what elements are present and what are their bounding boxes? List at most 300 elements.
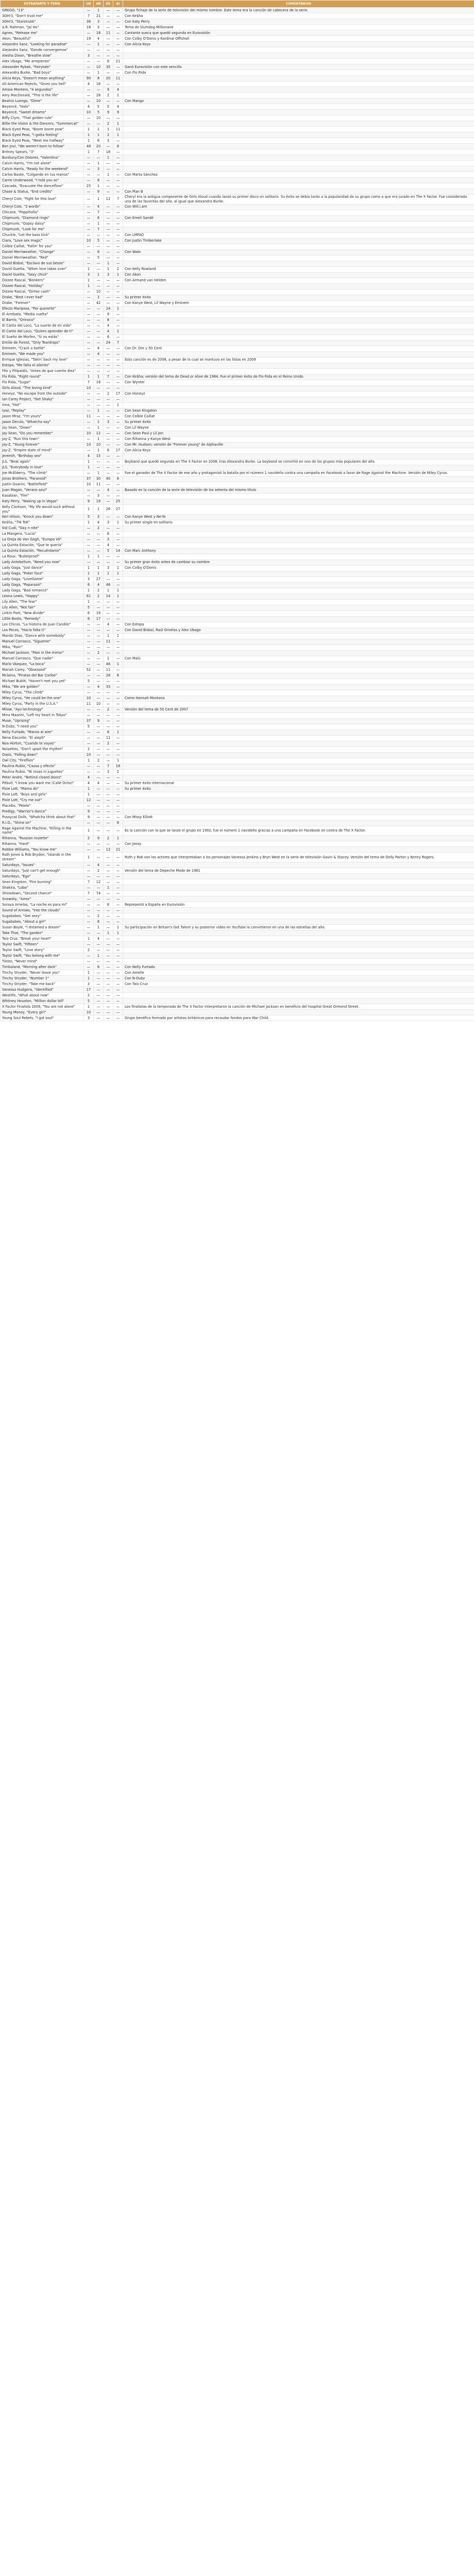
ai-cell: — — [113, 487, 123, 493]
artist-song-cell: Juan Magán, "Verano azul" — [1, 487, 84, 493]
artist-song-cell: Lady Antebellum, "Need you now" — [1, 560, 84, 565]
ar-cell: 27 — [94, 577, 104, 582]
comments-cell — [123, 803, 474, 809]
artist-song-cell: Milow, "Ayo technology" — [1, 707, 84, 713]
uk-cell: — — [84, 639, 94, 645]
es-cell: — — [104, 690, 113, 696]
ai-cell: — — [113, 809, 123, 815]
comments-cell — [123, 93, 474, 98]
comments-cell — [123, 667, 474, 673]
ai-cell: — — [113, 798, 123, 803]
ai-cell: — — [113, 115, 123, 121]
table-row — [1, 42, 474, 47]
uk-cell: — — [84, 121, 94, 127]
artist-song-cell: Susan Boyle, "I dreamed a dream" — [1, 925, 84, 930]
table-row — [1, 289, 474, 295]
table-row — [1, 696, 474, 701]
ai-cell: — — [113, 414, 123, 419]
ar-cell: 1 — [94, 183, 104, 189]
comments-cell: Con Flo Rida — [123, 70, 474, 76]
artist-song-cell: El Canto del Loco, "Quiero aprender de ti" — [1, 329, 84, 334]
ar-cell: — — [94, 815, 104, 820]
uk-cell: — — [84, 210, 94, 215]
artist-song-cell: Miley Cyrus, "Party in the U.S.A." — [1, 701, 84, 707]
ar-cell: — — [94, 798, 104, 803]
table-row — [1, 340, 474, 346]
uk-cell: 5 — [84, 724, 94, 730]
artist-song-cell: Chuckie, "Let the bass kick" — [1, 232, 84, 238]
ar-cell: — — [94, 747, 104, 752]
comments-cell: Con Emeli Sandé — [123, 215, 474, 221]
es-cell: — — [104, 874, 113, 879]
ai-cell: 21 — [113, 59, 123, 64]
artist-song-cell: R.I.O., "Shine on" — [1, 820, 84, 826]
comments-cell — [123, 385, 474, 391]
es-cell: — — [104, 993, 113, 998]
ai-cell: — — [113, 936, 123, 942]
comments-cell — [123, 453, 474, 459]
table-row — [1, 639, 474, 645]
comments-cell — [123, 531, 474, 537]
artist-song-cell: Chipmunk, "Look for me" — [1, 227, 84, 232]
ar-cell: 4 — [94, 346, 104, 351]
es-cell: 2 — [104, 741, 113, 747]
table-row — [1, 380, 474, 385]
ar-cell: 30 — [94, 476, 104, 482]
uk-cell: 1 — [84, 976, 94, 981]
uk-cell: — — [84, 925, 94, 930]
comments-cell — [123, 504, 474, 514]
table-row — [1, 149, 474, 155]
comments-cell — [123, 317, 474, 323]
ai-cell: — — [113, 543, 123, 548]
table-row — [1, 611, 474, 616]
ai-cell: — — [113, 786, 123, 792]
ar-cell: — — [94, 232, 104, 238]
artist-song-cell: Saturdays, "Ego" — [1, 874, 84, 879]
artist-song-cell: Amy MacDonald, "This is the life" — [1, 93, 84, 98]
ai-cell: — — [113, 713, 123, 718]
uk-cell: 1 — [84, 149, 94, 155]
ai-cell: — — [113, 70, 123, 76]
artist-song-cell: Whitney Houston, "Million dollar bill" — [1, 998, 84, 1004]
artist-song-cell: Lily Allen, "The fear" — [1, 599, 84, 605]
es-cell: — — [104, 499, 113, 504]
es-cell: — — [104, 368, 113, 374]
comments-cell — [123, 936, 474, 942]
ai-cell: 21 — [113, 847, 123, 853]
es-cell: — — [104, 554, 113, 560]
es-cell: — — [104, 397, 113, 402]
comments-cell — [123, 724, 474, 730]
artist-song-cell: Placebo, "Pelele" — [1, 803, 84, 809]
ai-cell: — — [113, 261, 123, 266]
es-cell: — — [104, 953, 113, 959]
ai-cell: 9 — [113, 110, 123, 115]
uk-cell: 1 — [84, 138, 94, 144]
ai-cell: — — [113, 98, 123, 104]
artist-song-cell: Jonas Brothers, "Paranoid" — [1, 476, 84, 482]
artist-song-cell: Michael Jackson, "Man in the mirror" — [1, 650, 84, 656]
uk-cell: 19 — [84, 36, 94, 42]
comments-cell: Esta canción es de 2008, a pesar de lo cual se mantuvo en las listas en 2009 — [123, 357, 474, 363]
table-row — [1, 64, 474, 70]
artist-song-cell: Pixie Lott, "Cry me out" — [1, 798, 84, 803]
ar-cell: 6 — [94, 215, 104, 221]
artist-song-cell: Black Eyed Peas, "Boom boom pow" — [1, 127, 84, 132]
table-row — [1, 735, 474, 741]
ar-cell: — — [94, 459, 104, 465]
ai-cell: 14 — [113, 548, 123, 554]
es-cell: 7 — [104, 374, 113, 380]
uk-cell: 1 — [84, 571, 94, 577]
es-cell: 3 — [104, 520, 113, 526]
es-cell: — — [104, 363, 113, 368]
uk-cell: 11 — [84, 701, 94, 707]
es-cell: 3 — [104, 419, 113, 425]
comments-cell — [123, 919, 474, 925]
header-ar: AR — [94, 1, 104, 8]
comments-cell — [123, 953, 474, 959]
ai-cell: — — [113, 221, 123, 227]
ai-cell: — — [113, 684, 123, 690]
artist-song-cell: Eminem, "We made you" — [1, 351, 84, 357]
artist-song-cell: Tinchy Stryder, "Number 1" — [1, 976, 84, 981]
es-cell: — — [104, 19, 113, 25]
table-row — [1, 499, 474, 504]
artist-song-cell: Jay Sean, "Down" — [1, 425, 84, 431]
table-row — [1, 679, 474, 684]
table-row — [1, 1015, 474, 1021]
artist-song-cell: Estopa, "Me falta el aliento" — [1, 363, 84, 368]
artist-song-cell: La Roux, "Bulletproof" — [1, 554, 84, 560]
es-cell: — — [104, 798, 113, 803]
artist-song-cell: Ruth Jones & Rob Brydon, "Islands in the stream" — [1, 853, 84, 862]
ar-cell: 1 — [94, 374, 104, 380]
es-cell: — — [104, 425, 113, 431]
es-cell: — — [104, 178, 113, 183]
artist-song-cell: Lily Allen, "Not fair" — [1, 605, 84, 611]
es-cell: — — [104, 775, 113, 781]
comments-cell: Con Kelly Rowland — [123, 266, 474, 272]
uk-cell: 12 — [84, 798, 94, 803]
ai-cell: 1 — [113, 758, 123, 764]
header-ai: AI — [113, 1, 123, 8]
artist-song-cell: Beatriz Luengo, "Dime" — [1, 98, 84, 104]
uk-cell: — — [84, 204, 94, 210]
ar-cell: 17 — [94, 616, 104, 622]
ai-cell: — — [113, 970, 123, 976]
ar-cell: 18 — [94, 380, 104, 385]
es-cell: — — [104, 295, 113, 300]
ai-cell: — — [113, 690, 123, 696]
ai-cell: 11 — [113, 127, 123, 132]
comments-cell — [123, 679, 474, 684]
artist-song-cell: Justin Guarini, "Battlefield" — [1, 482, 84, 487]
ar-cell: — — [94, 993, 104, 998]
ai-cell: 2 — [113, 266, 123, 272]
artist-song-cell: Eminem, "Crack a bottle" — [1, 346, 84, 351]
comments-cell — [123, 1010, 474, 1015]
es-cell: — — [104, 809, 113, 815]
table-row — [1, 283, 474, 289]
comments-cell — [123, 543, 474, 548]
ar-cell: — — [94, 735, 104, 741]
table-row — [1, 673, 474, 679]
comments-cell — [123, 577, 474, 582]
comments-cell: Con Armand van Helden — [123, 278, 474, 283]
es-cell: — — [104, 713, 113, 718]
ai-cell: — — [113, 215, 123, 221]
table-row — [1, 144, 474, 149]
uk-cell: 52 — [84, 667, 94, 673]
comments-cell: Con N-Dubz — [123, 976, 474, 981]
uk-cell: — — [84, 47, 94, 53]
artist-song-cell: Shakira, "Loba" — [1, 885, 84, 891]
comments-cell — [123, 588, 474, 594]
table-row — [1, 323, 474, 329]
uk-cell: — — [84, 98, 94, 104]
uk-cell: — — [84, 741, 94, 747]
uk-cell: 10 — [84, 238, 94, 244]
ar-cell: 7 — [94, 149, 104, 155]
comments-cell: Con Sean Kingston — [123, 408, 474, 414]
uk-cell: — — [84, 300, 94, 306]
uk-cell: — — [84, 255, 94, 261]
ai-cell: — — [113, 53, 123, 59]
artist-song-cell: Flo Rida, "Sugar" — [1, 380, 84, 385]
es-cell: — — [104, 465, 113, 470]
table-row — [1, 970, 474, 976]
ai-cell: 18 — [113, 764, 123, 769]
comments-cell: Con Mr. Hudson; versión de "Forever young" de Alphaville — [123, 442, 474, 448]
comments-cell: Cantante sueca que quedó segunda en Eurovisión — [123, 30, 474, 36]
artist-song-cell: Ciara, "Love sex magic" — [1, 238, 84, 244]
artist-song-cell: Shinedown, "Second chance" — [1, 891, 84, 896]
table-row — [1, 741, 474, 747]
es-cell: — — [104, 482, 113, 487]
comments-cell: Con Akon — [123, 272, 474, 278]
comments-cell — [123, 891, 474, 896]
ar-cell: — — [94, 172, 104, 178]
ai-cell: 11 — [113, 76, 123, 81]
table-row — [1, 25, 474, 30]
table-row — [1, 98, 474, 104]
ai-cell: — — [113, 741, 123, 747]
uk-cell: 5 — [84, 679, 94, 684]
es-cell: — — [104, 701, 113, 707]
es-cell: 12 — [104, 847, 113, 853]
uk-cell: 10 — [84, 385, 94, 391]
es-cell: 11 — [104, 667, 113, 673]
uk-cell: — — [84, 261, 94, 266]
ai-cell: — — [113, 701, 123, 707]
table-row — [1, 758, 474, 764]
comments-cell: Con Honeyz — [123, 391, 474, 397]
ai-cell: — — [113, 639, 123, 645]
es-cell: 40 — [104, 476, 113, 482]
ar-cell: 1 — [94, 195, 104, 205]
ar-cell: — — [94, 278, 104, 283]
table-row — [1, 329, 474, 334]
ai-cell: — — [113, 964, 123, 970]
uk-cell: — — [84, 684, 94, 690]
uk-cell: 3 — [84, 272, 94, 278]
es-cell: 46 — [104, 582, 113, 588]
ar-cell: 1 — [94, 953, 104, 959]
ai-cell: — — [113, 1010, 123, 1015]
table-row — [1, 19, 474, 25]
ai-cell: — — [113, 577, 123, 582]
artist-song-cell: Pixie Lott, "Mama do" — [1, 786, 84, 792]
ai-cell: — — [113, 312, 123, 317]
artist-song-cell: Mika, "We are golden" — [1, 684, 84, 690]
uk-cell: — — [84, 436, 94, 442]
artist-song-cell: Rihanna, "Russian roulette" — [1, 836, 84, 841]
uk-cell: — — [84, 289, 94, 295]
ar-cell: 2 — [94, 295, 104, 300]
artist-song-cell: David Bisbal, "Esclavo de sus besos" — [1, 261, 84, 266]
es-cell: — — [104, 841, 113, 847]
table-row — [1, 853, 474, 862]
artist-song-cell: Paulina Rubio, "Ni rosas ni juguetes" — [1, 769, 84, 775]
es-cell: 1 — [104, 588, 113, 594]
artist-song-cell: Lady Gaga, "Bad romance" — [1, 588, 84, 594]
ar-cell: — — [94, 633, 104, 639]
comments-cell — [123, 363, 474, 368]
comments-cell — [123, 244, 474, 249]
ai-cell: 1 — [113, 930, 123, 936]
ar-cell: — — [94, 1015, 104, 1021]
ai-cell: — — [113, 718, 123, 724]
uk-cell: — — [84, 628, 94, 633]
ai-cell: — — [113, 919, 123, 925]
table-row — [1, 836, 474, 841]
es-cell: 7 — [104, 764, 113, 769]
table-row — [1, 862, 474, 868]
ai-cell: — — [113, 959, 123, 964]
uk-cell: — — [84, 707, 94, 713]
artist-song-cell: Chase & Status, "End credits" — [1, 189, 84, 195]
es-cell: — — [104, 605, 113, 611]
artist-song-cell: Owl City, "Fireflies" — [1, 758, 84, 764]
uk-cell: — — [84, 548, 94, 554]
ar-cell: — — [94, 662, 104, 667]
comments-cell: Cheryl era la antigua componente de Girls Aloud cuando lanzó su primer disco en solitario. Su éxito se debía tanto a la popularidad de su grupo como a que era jurado en The X Factor. Fue considerada una de las favoritas del año, al igual que Alexandra Burke. — [123, 195, 474, 205]
ar-cell: — — [94, 306, 104, 312]
ai-cell: — — [113, 781, 123, 786]
artist-song-cell: Lady Gaga, "Poker face" — [1, 571, 84, 577]
ar-cell: 8 — [94, 76, 104, 81]
es-cell: 2 — [104, 121, 113, 127]
ar-cell: — — [94, 908, 104, 913]
artist-song-cell: Noisettes, "Don't upset the rhythm" — [1, 747, 84, 752]
comments-cell: Con Marc Anthony — [123, 548, 474, 554]
comments-cell — [123, 334, 474, 340]
comments-cell — [123, 862, 474, 868]
table-row — [1, 891, 474, 896]
ar-cell: — — [94, 1004, 104, 1010]
uk-cell: 1 — [84, 599, 94, 605]
es-cell: 1 — [104, 172, 113, 178]
es-cell: — — [104, 650, 113, 656]
ar-cell: — — [94, 730, 104, 735]
ai-cell: — — [113, 47, 123, 53]
ar-cell: 5 — [94, 238, 104, 244]
ai-cell: 1 — [113, 329, 123, 334]
uk-cell: 1 — [84, 936, 94, 942]
comments-cell — [123, 913, 474, 919]
artist-song-cell: Daniel Merriweather, "Change" — [1, 249, 84, 255]
table-row — [1, 482, 474, 487]
artist-song-cell: Cheryl Cole, "Fight for this love" — [1, 195, 84, 205]
ai-cell: 8 — [113, 820, 123, 826]
ar-cell: 4 — [94, 351, 104, 357]
artist-song-cell: Lady Gaga, "LoveGame" — [1, 577, 84, 582]
comments-cell: Con Kanye West y Ne-Yo — [123, 514, 474, 520]
ar-cell: 4 — [94, 204, 104, 210]
comments-cell: Con Dr. Dre y 50 Cent — [123, 346, 474, 351]
es-cell: — — [104, 204, 113, 210]
table-row — [1, 1004, 474, 1010]
ai-cell: — — [113, 155, 123, 161]
uk-cell: — — [84, 334, 94, 340]
comments-cell — [123, 166, 474, 172]
comments-cell — [123, 87, 474, 93]
artist-song-cell: Ian Carey Project, "Get Shaky" — [1, 397, 84, 402]
es-cell: — — [104, 53, 113, 59]
es-cell: — — [104, 526, 113, 531]
artist-song-cell: La Quinta Estación, "Que te quería" — [1, 543, 84, 548]
artist-song-cell: David Guetta, "When love takes over" — [1, 266, 84, 272]
es-cell: — — [104, 896, 113, 902]
ai-cell: — — [113, 826, 123, 836]
comments-cell: Con Alicia Keys — [123, 42, 474, 47]
es-cell: — — [104, 115, 113, 121]
artist-song-cell: Michael Bublé, "Haven't met you yet" — [1, 679, 84, 684]
comments-cell — [123, 465, 474, 470]
ar-cell: — — [94, 841, 104, 847]
uk-cell: 6 — [84, 611, 94, 616]
artist-song-cell: Taylor Swift, "You belong with me" — [1, 953, 84, 959]
artist-song-cell: Pixie Lott, "Boys and girls" — [1, 792, 84, 798]
comments-cell — [123, 283, 474, 289]
es-cell: — — [104, 36, 113, 42]
ai-cell: — — [113, 278, 123, 283]
ar-cell: — — [94, 628, 104, 633]
ar-cell: 7 — [94, 227, 104, 232]
uk-cell: — — [84, 953, 94, 959]
ai-cell: — — [113, 442, 123, 448]
table-row — [1, 161, 474, 166]
ai-cell: 27 — [113, 504, 123, 514]
uk-cell: 3 — [84, 1015, 94, 1021]
artist-song-cell: Honeyz, "No escape from the outside" — [1, 391, 84, 397]
table-row — [1, 820, 474, 826]
table-row — [1, 560, 474, 565]
ar-cell: — — [94, 942, 104, 947]
es-cell: 9 — [104, 110, 113, 115]
ar-cell: — — [94, 47, 104, 53]
uk-cell: — — [84, 543, 94, 548]
ar-cell: — — [94, 1010, 104, 1015]
artist-song-cell: Prodigy, "Warrior's dance" — [1, 809, 84, 815]
table-row — [1, 548, 474, 554]
es-cell: 3 — [104, 272, 113, 278]
comments-cell — [123, 53, 474, 59]
table-row — [1, 178, 474, 183]
comments-cell — [123, 306, 474, 312]
